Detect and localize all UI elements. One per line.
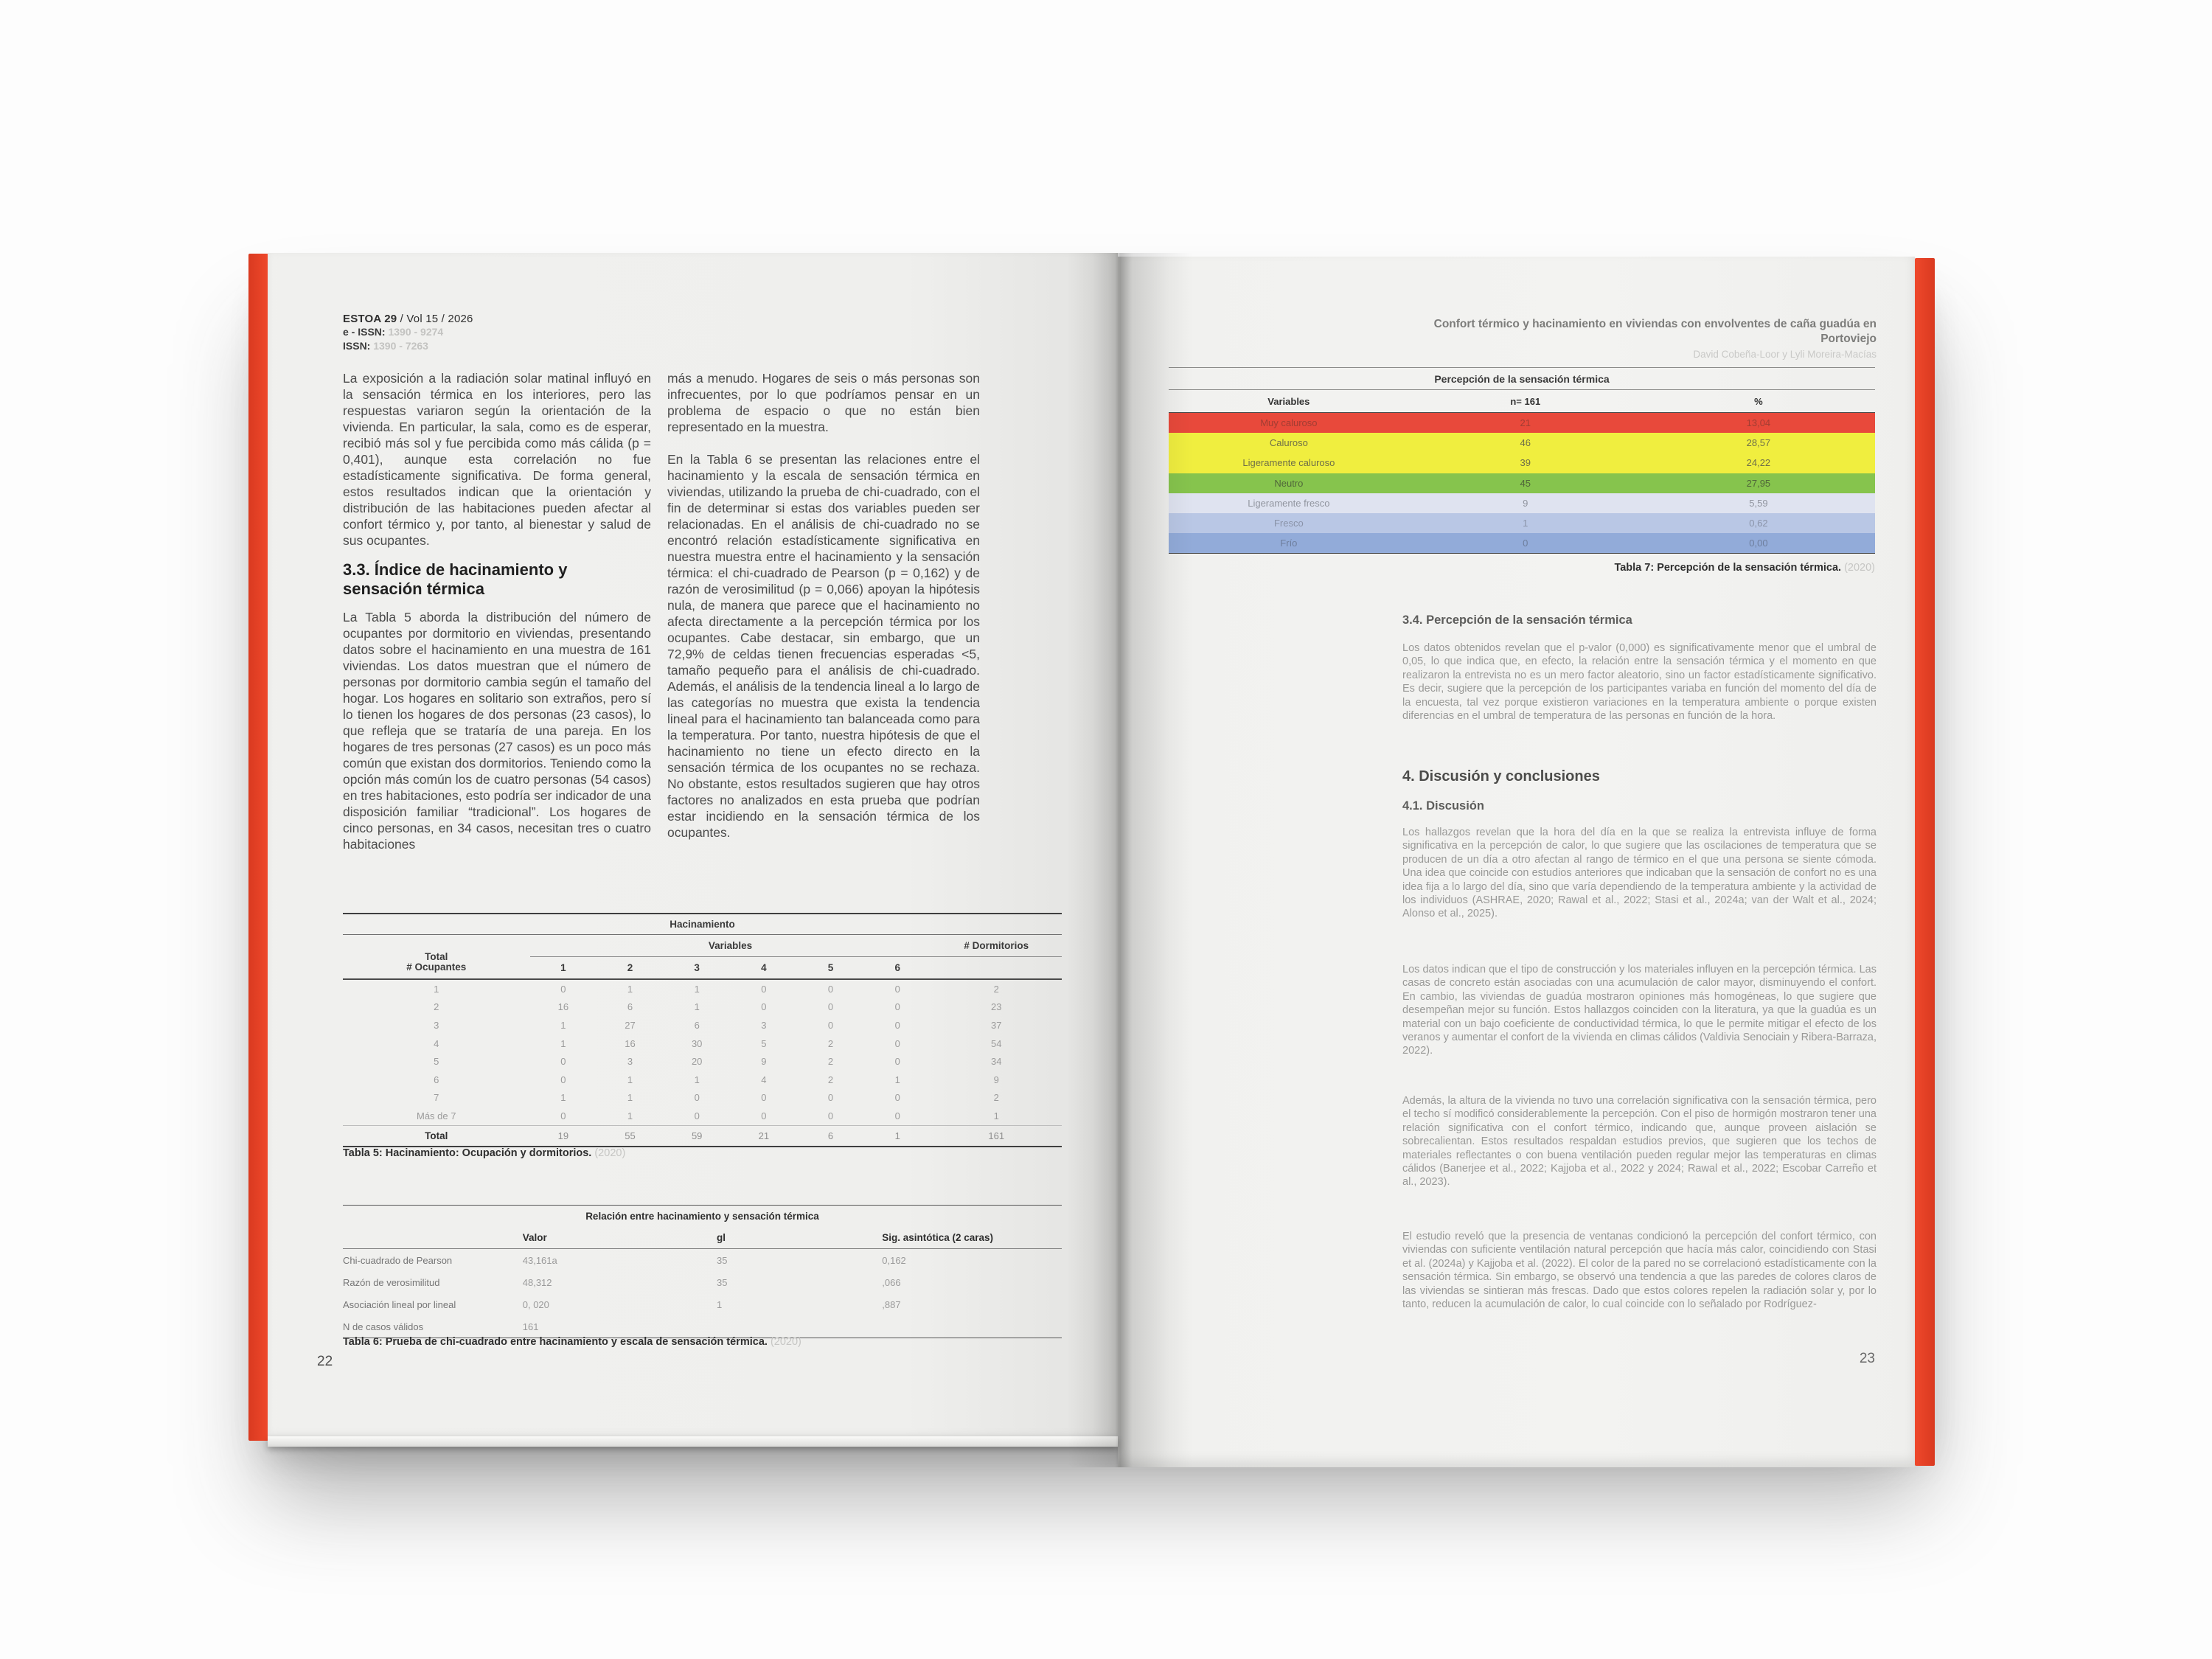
cell-ocupantes: 6 [434,1074,439,1085]
caption-year: (2020) [767,1336,801,1348]
cell-gl: 35 [717,1254,728,1266]
cell: 0 [827,983,834,995]
paragraph: Además, la altura de la vivienda no tuvo una correlación significativa con la sensación térmica, pero el techo sí modificó considerablemente la percepción. Con el piso de hormigón mostraron tener una relación significativa con el confort térmico, indicando que, aunque proveen aislación se sobrecalientan. Estos resultados respaldan estudios previos, que sugieren que los techos de materiales reflectantes o con buena ventilación pueden regular mejor las temperaturas en climas cálidos (Banerjee et al., 2022; Kajjoba et al., 2022 y 2024; Rawal et al., 2022; Escobar Carreño et al., 2023). [1402,1095,1877,1189]
cell: 3 [761,1019,767,1031]
cell: 2 [827,1074,834,1085]
cell: 0 [894,1037,900,1049]
cell-pct: 0,62 [1749,518,1768,529]
cell-sensation-label: Ligeramente fresco [1248,497,1330,509]
cell: 1 [894,1074,900,1085]
paragraph: La exposición a la radiación solar matinal influyó en la sensación térmica en los interiores, pero las respuestas variaron según la orientación de la vivienda. En particular, la sala, como es de esperar, recibió más sol y fue percibida como más cálida (p = 0,401), aunque esta correlación no fue estadísticamente significativa. De forma general, estos resultados indican que la orientación y distribución de las habitaciones pueden afectar al confort térmico y, por tanto, al bienestar y salud de sus ocupantes. [343,371,651,548]
col-header-sig: Sig. asintótica (2 caras) [882,1231,994,1243]
cell: 2 [827,1056,834,1068]
table-row [1169,513,1875,533]
page-number-left: 22 [317,1354,333,1369]
paragraph: Los hallazgos revelan que la hora del día en la que se realiza la entrevista influye de forma significativa en la percepción de calor, lo que sugiere que las oscilaciones de temperatura que se producen de un día a otro afectan al rango de térmico en el que una persona se siente cómoda. Una idea que coincide con estudios anteriores que indicaban que la sensación de confort no es una idea fija a lo largo del día, sino que varía dependiendo de la temperatura ambiente y la actividad de los individuos (ASHRAE, 2020; Rawal et al., 2022; Stasi et al., 2024a; van der Walt et al., 2024; Alonso et al., 2025). [1402,827,1877,920]
table5-caption [343,1147,1062,1159]
table-row [1169,413,1875,433]
table-percepcion [1169,367,1875,554]
cell-valor: 161 [522,1321,539,1332]
paragraph: más a menudo. Hogares de seis o más personas son infrecuentes, por lo que podríamos pensar en un problema de espacio o que no están bien representado en la muestra. [667,371,980,434]
cell-total: 54 [991,1037,1002,1049]
cell: 21 [758,1130,770,1141]
cell-sig: ,887 [882,1298,901,1310]
caption-text: Tabla 6: Prueba de chi-cuadrado entre hacinamiento y escala de sensación térmica. [343,1336,768,1348]
cell: 0 [827,1110,834,1121]
cell: 30 [691,1037,703,1049]
table-chi-cuadrado [343,1205,1062,1338]
cell: 0 [560,1074,566,1085]
table-row [1169,493,1875,513]
cell-n: 39 [1520,457,1531,469]
cell-ocupantes: Más de 7 [417,1110,456,1121]
cell: 1 [627,983,633,995]
cell: 55 [625,1130,636,1141]
cell-total: 34 [991,1056,1002,1068]
cell: 16 [557,1001,569,1013]
paragraph: El estudio reveló que la presencia de ventanas condicionó la percepción del confort térmico, con viviendas con suficiente ventilación natural percepción que hacía más calor, coincidiendo con Stasi et al. (2024a) y Kajjoba et al. (2022). El color de la pared no se correlacionó estadísticamente con la sensación térmica. Sin embargo, se observó una tendencia a que las paredes de colores claros de las viviendas se sintieran más frescas. Dado que estos colores repelen la radiación solar y, por lo tanto, reducen la acumulación de calor, lo cual coincide con lo señalado por Rodríguez- [1402,1231,1877,1311]
cell-pct: 13,04 [1746,417,1771,429]
paragraph: Los datos indican que el tipo de construcción y los materiales influyen en la percepción térmica. Las casas de concreto están asociadas con una acumulación de calor mayor, disminuyendo el confort. En cambio, las viviendas de guadúa mostraron opiniones más homogéneas, lo que sugiere que desempeñan mejor su función. Estos hallazgos coinciden con la literatura, ya que la guadúa es un material con un bajo coeficiente de conductividad térmica, lo que le permite mitigar el efecto de los veranos y aumentar el confort de la vivienda en climas cálidos (Valdivia Senociain y Ribera-Barraza, 2022). [1402,964,1877,1057]
issn-line [343,339,660,353]
cell-valor: 0, 020 [522,1298,549,1310]
section-heading-3-4: 3.4. Percepción de la sensación térmica [1402,613,1632,627]
cell-statistic: Asociación lineal por lineal [343,1298,456,1310]
cell-valor: 43,161a [522,1254,557,1266]
cell: 1 [560,1019,566,1031]
cell-gl: 35 [717,1276,728,1288]
cell: 19 [557,1130,569,1141]
cover-red-stripe-left [248,254,268,1441]
col-header-n: n= 161 [1510,395,1541,407]
cell: 0 [694,1092,700,1104]
paragraph: La Tabla 5 aborda la distribución del número de ocupantes por dormitorio en viviendas, presentando datos sobre el hacinamiento en una muestra de 161 viviendas. Los datos muestran que el número de personas por dormitorio cambia según el tamaño del hogar. Los hogares en solitario son extraños, pero sí lo tienen los hogares de dos personas (23 casos), lo que refleja que se trataría de una pareja. En los hogares de tres personas (27 casos) es un poco más común que existan dos dormitorios. Teniendo como la opción más común los de cuatro personas (54 casos) en tres habitaciones, esto podría ser indicador de una disposición familiar “tradicional”. Los hogares de cinco personas, en 34 casos, necesitan tres o cuatro habitaciones [343,610,651,852]
cell-sensation-label: Ligeramente caluroso [1242,457,1335,469]
cell: 27 [625,1019,636,1031]
col-header-pct: % [1754,395,1763,407]
cell-total: 37 [991,1019,1002,1031]
table7-bottom-rule [1169,553,1875,554]
journal-title-line [343,313,660,325]
eissn-value: 1390 - 9274 [388,326,444,338]
cell: 4 [761,1074,767,1085]
cell: 20 [691,1056,703,1068]
article-title: Confort térmico y hacinamiento en viviendas con envolventes de caña guadúa en Portoviejo [1433,318,1877,345]
paragraph: En la Tabla 6 se presentan las relaciones entre el hacinamiento y la escala de sensación térmica en viviendas, utilizando la prueba de chi-cuadrado, con el fin de determinar si estas dos variables pueden ser relacionadas. En el análisis de chi-cuadrado no se encontró relación estadísticamente significativa en nuestra muestra entre el hacinamiento y la sensación térmica: el chi-cuadrado de Pearson (p = 0,162) y de razón de verosimilitud (p = 0,066) apoyan la hipótesis nula, de manera que parece que el hacinamiento no afecta directamente a la percepción térmica por los ocupantes. Cabe destacar, sin embargo, que un 72,9% de celdas tienen frecuencias esperadas <5, tamaño pequeño para el análisis de chi-cuadrado. Además, el análisis de la tendencia lineal a lo largo de las categorías no muestra que exista la tendencia lineal para el hacinamiento tan balanceada como para la temperatura. Por tanto, nuestra hipótesis de que el hacinamiento no tiene un efecto directo en la sensación térmica de los ocupantes no se rechaza. No obstante, estos resultados sugieren que hay otros factores no analizados en esta prueba que podrían estar incidiendo en la sensación térmica de los ocupantes. [667,452,980,840]
table-row [343,1089,1062,1107]
cell: 16 [625,1037,636,1049]
table6-header [343,1226,1062,1249]
cell: 0 [694,1110,700,1121]
col-header-number: 4 [761,961,767,973]
table6-title: Relación entre hacinamiento y sensación térmica [585,1210,819,1222]
cell-sensation-label: Muy caluroso [1260,417,1318,429]
journal-header [343,313,660,353]
cell-pct: 5,59 [1749,497,1768,509]
col-header-valor: Valor [522,1231,547,1243]
cell: 0 [894,983,900,995]
cell-statistic: Chi-cuadrado de Pearson [343,1254,453,1266]
col-header-gl: gl [717,1231,726,1243]
table-row [1169,473,1875,493]
table-row [343,1052,1062,1071]
table6-caption [343,1336,1062,1348]
article-authors: David Cobeña-Loor y Lyli Moreira-Macías [1693,349,1877,360]
cell-statistic: N de casos válidos [343,1321,424,1332]
left-column-1 [343,370,651,852]
cell: 0 [894,1110,900,1121]
cover-red-stripe-right [1915,258,1935,1466]
cell-n: 46 [1520,437,1531,449]
cell-ocupantes: 2 [434,1001,439,1013]
col-header-total: Total [425,951,448,962]
cell: 6 [694,1019,700,1031]
cell-sensation-label: Fresco [1273,518,1304,529]
col-header-number: 5 [827,961,834,973]
cell: 3 [627,1056,633,1068]
cell: 0 [894,1001,900,1013]
table5-header [343,935,1062,980]
table-row [343,1249,1062,1271]
cell: 59 [691,1130,703,1141]
cell: 6 [827,1130,834,1141]
cell: 0 [761,1001,767,1013]
cell-ocupantes: 4 [434,1037,439,1049]
paragraph: Los datos obtenidos revelan que el p-valor (0,000) es significativamente menor que el umbral de 0,05, lo que indica que, en efecto, la relación entre la sensación térmica y el momento en que realizaron la entrevista no es un mero factor aleatorio, sino un factor estadísticamente significativo. Es decir, sugiere que la percepción de los participantes variaba en función del momento del día de la encuesta, tal vez porque existieron variaciones en la temperatura ambiente o porque existen diferencias en el umbral de temperatura de las personas en función de la hora. [1402,642,1877,723]
table-row [1169,453,1875,473]
page-number-right: 23 [1859,1351,1875,1366]
cell: 2 [827,1037,834,1049]
cell-pct: 24,22 [1746,457,1771,469]
table7-header [1169,390,1875,413]
cell-valor: 48,312 [522,1276,552,1288]
cell: 0 [827,1019,834,1031]
cell-sensation-label: Caluroso [1269,437,1308,449]
cell-n: 0 [1523,538,1528,549]
cell: 0 [761,1092,767,1104]
cell: 5 [761,1037,767,1049]
cell-ocupantes: 1 [434,983,439,995]
col-header-ocupantes: # Ocupantes [406,961,467,973]
table-row [343,1315,1062,1338]
cell: 0 [827,1092,834,1104]
table-row [343,998,1062,1017]
cell-total: 1 [993,1110,999,1121]
cell: 9 [761,1056,767,1068]
table5-title: Hacinamiento [343,914,1062,935]
left-column-2 [667,370,980,841]
cell: 1 [694,1001,700,1013]
cell-gl: 1 [717,1298,723,1310]
cell-n: 9 [1523,497,1528,509]
journal-name: ESTOA 29 [343,313,397,325]
table-row [1169,533,1875,553]
table-row [343,1271,1062,1293]
col-header-number: 2 [627,961,633,973]
caption-year: (2020) [1841,562,1875,574]
cell-sensation-label: Frío [1280,538,1298,549]
cell: 6 [627,1001,633,1013]
cell-n: 45 [1520,477,1531,489]
table-row [343,1107,1062,1125]
cell: 1 [627,1092,633,1104]
cell: 1 [560,1037,566,1049]
cell-n: 21 [1520,417,1531,429]
cell-label: Total [425,1130,448,1141]
issn-label: ISSN: [343,340,374,352]
cell: 1 [560,1092,566,1104]
col-header-variables: Variables [530,935,931,957]
table7-title: Percepción de la sensación térmica [1169,368,1875,390]
cell-ocupantes: 3 [434,1019,439,1031]
table-row [343,1016,1062,1034]
caption-text: Tabla 5: Hacinamiento: Ocupación y dormitorios. [343,1147,592,1159]
cell-total: 2 [993,983,999,995]
section-heading-3-3: 3.3. Índice de hacinamiento y sensación térmica [343,560,568,598]
table6-body [343,1249,1062,1338]
cell-total: 23 [991,1001,1002,1013]
cell: 0 [894,1092,900,1104]
cell-sig: ,066 [882,1276,901,1288]
cell: 0 [894,1019,900,1031]
cell-sensation-label: Neutro [1274,477,1304,489]
cell-pct: 0,00 [1749,538,1768,549]
page-stack-edge [268,1436,1118,1447]
cell: 1 [894,1130,900,1141]
col-header-number: 6 [894,961,900,973]
table-row [343,1071,1062,1089]
cell: 0 [761,1110,767,1121]
caption-text: Tabla 7: Percepción de la sensación térmica. [1614,562,1842,574]
cell: 0 [827,1001,834,1013]
cell: 0 [894,1056,900,1068]
col-header-dormitorios: # Dormitorios [931,935,1062,957]
table-row [343,1293,1062,1315]
cell-pct: 28,57 [1746,437,1771,449]
col-header-number: 1 [560,961,566,973]
table-row [343,1034,1062,1053]
eissn-line [343,325,660,339]
table-row [343,980,1062,998]
section-heading-4-1: 4.1. Discusión [1402,799,1484,813]
table-total-row [343,1125,1062,1147]
cell-statistic: Razón de verosimilitud [343,1276,440,1288]
cell-n: 1 [1523,518,1528,529]
running-header [1401,317,1877,360]
col-header-number: 3 [694,961,700,973]
table-row [1169,433,1875,453]
cell-total: 161 [988,1130,1005,1141]
cell-ocupantes: 5 [434,1056,439,1068]
table7-body [1169,413,1875,553]
cell-ocupantes: 7 [434,1092,439,1104]
table-hacinamiento [343,913,1062,1147]
col-header-variables: Variables [1267,395,1310,407]
caption-year: (2020) [591,1147,626,1159]
cell: 0 [560,1110,566,1121]
table5-body [343,980,1062,1125]
cell: 1 [694,983,700,995]
cell: 1 [694,1074,700,1085]
cell: 1 [627,1110,633,1121]
table7-caption [1169,562,1875,574]
cell: 0 [560,983,566,995]
cell-total: 2 [993,1092,999,1104]
cell-total: 9 [993,1074,999,1085]
cell: 0 [761,983,767,995]
cell: 1 [627,1074,633,1085]
eissn-label: e - ISSN: [343,326,389,338]
cell: 0 [560,1056,566,1068]
journal-volume: / Vol 15 / 2026 [397,313,473,325]
section-heading-4: 4. Discusión y conclusiones [1402,768,1600,785]
cell-sig: 0,162 [882,1254,906,1266]
cell-pct: 27,95 [1746,477,1771,489]
issn-value: 1390 - 7263 [373,340,428,352]
